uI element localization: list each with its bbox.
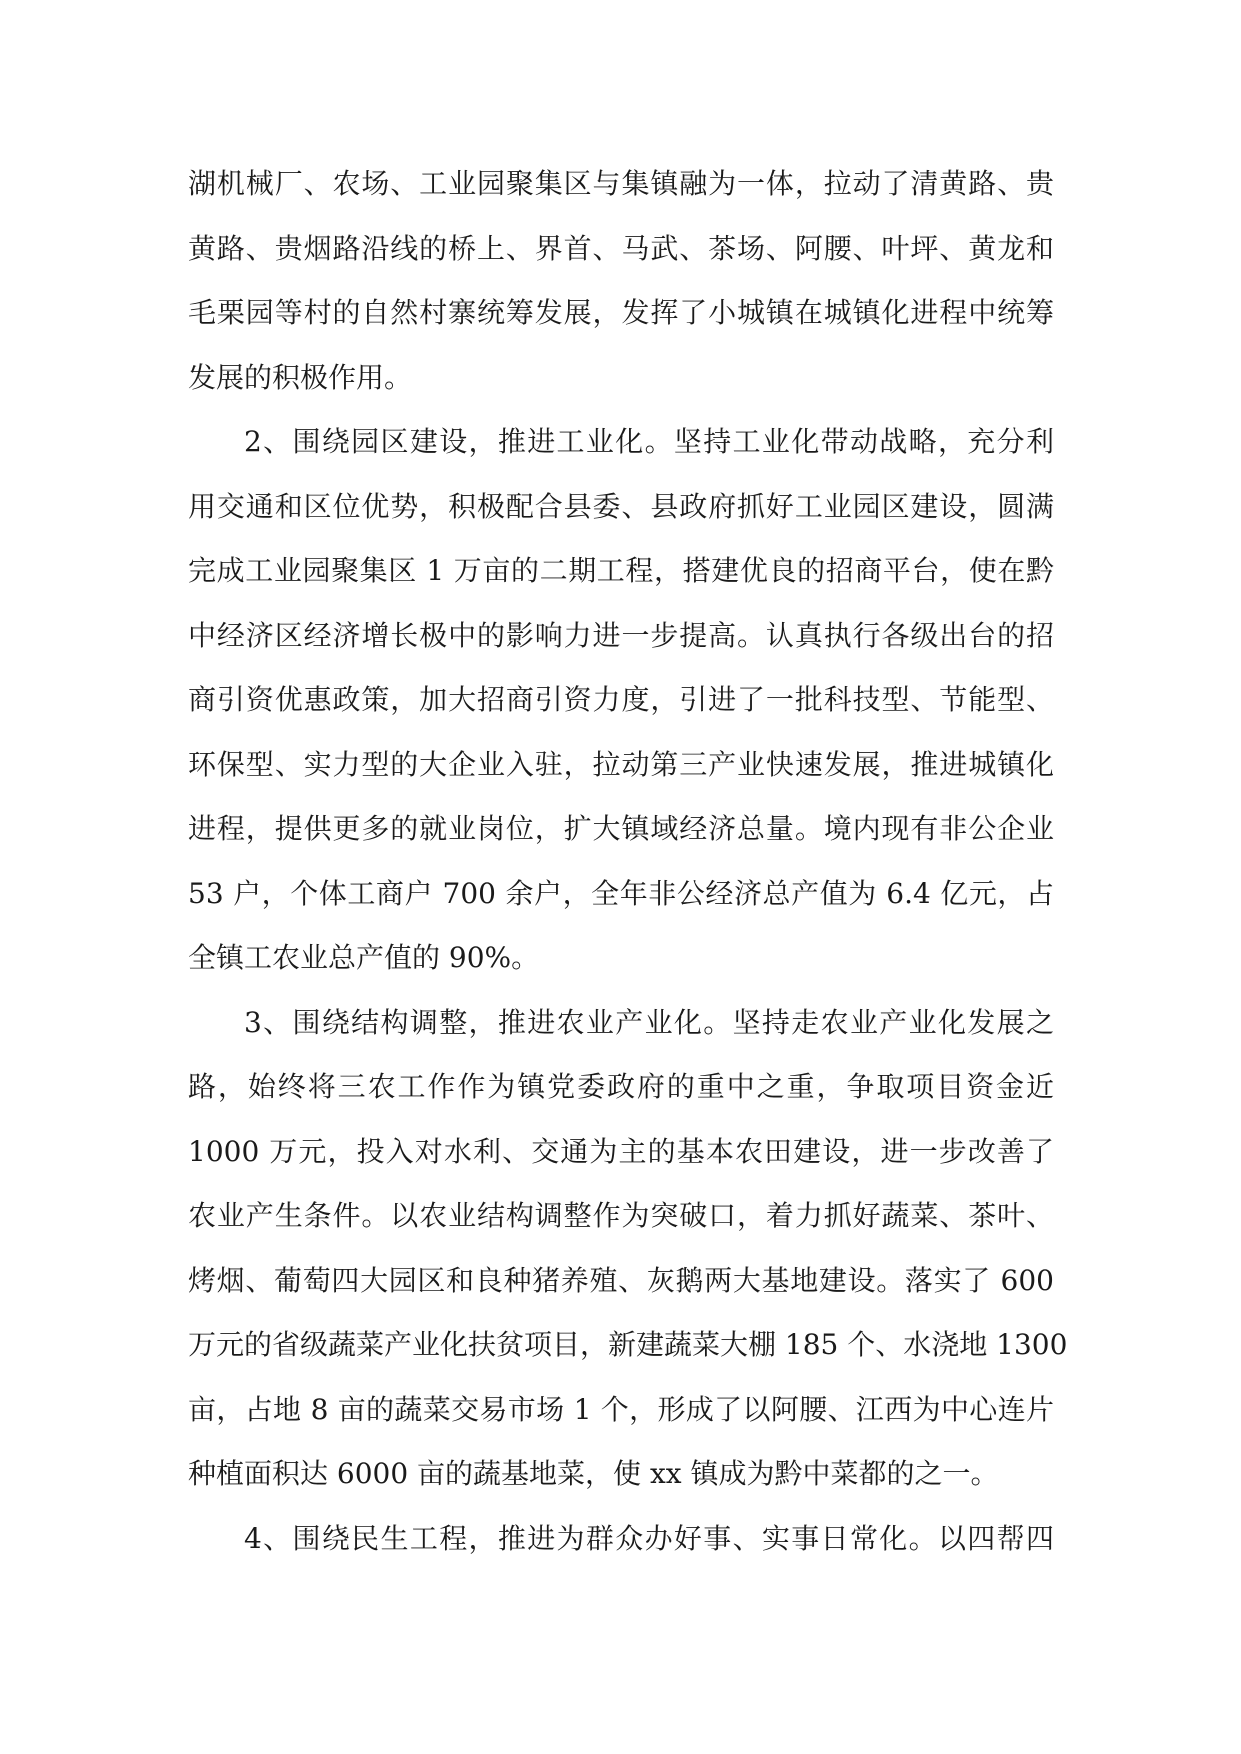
text-line: 用交通和区位优势，积极配合县委、县政府抓好工业园区建设，圆满 — [188, 489, 1054, 523]
text-line: 进程，提供更多的就业岗位，扩大镇域经济总量。境内现有非公企业 — [188, 812, 1054, 845]
paragraph-start-line: 3、围绕结构调整，推进农业产业化。坚持走农业产业化发展之 — [244, 1005, 1054, 1039]
text-line: 53 户，个体工商户 700 余户，全年非公经济总产值为 6.4 亿元，占 — [188, 876, 1054, 910]
text-line: 完成工业园聚集区 1 万亩的二期工程，搭建优良的招商平台，使在黔 — [188, 554, 1054, 587]
text-line: 湖机械厂、农场、工业园聚集区与集镇融为一体，拉动了清黄路、贵 — [188, 167, 1054, 200]
paragraph-start-line: 4、围绕民生工程，推进为群众办好事、实事日常化。以四帮四 — [244, 1521, 1054, 1555]
text-line: 路，始终将三农工作作为镇党委政府的重中之重，争取项目资金近 — [188, 1070, 1054, 1103]
text-line: 黄路、贵烟路沿线的桥上、界首、马武、茶场、阿腰、叶坪、黄龙和 — [188, 231, 1054, 265]
text-line: 烤烟、葡萄四大园区和良种猪养殖、灰鹅两大基地建设。落实了 600 — [188, 1263, 1054, 1297]
text-line: 环保型、实力型的大企业入驻，拉动第三产业快速发展，推进城镇化 — [188, 747, 1054, 781]
text-line: 中经济区经济增长极中的影响力进一步提高。认真执行各级出台的招 — [188, 618, 1054, 652]
text-line: 毛栗园等村的自然村寨统筹发展，发挥了小城镇在城镇化进程中统筹 — [188, 296, 1054, 329]
text-line: 亩，占地 8 亩的蔬菜交易市场 1 个，形成了以阿腰、江西为中心连片 — [188, 1392, 1054, 1426]
text-line: 全镇工农业总产值的 90%。 — [188, 941, 540, 974]
text-line: 商引资优惠政策，加大招商引资力度，引进了一批科技型、节能型、 — [188, 683, 1054, 716]
text-line: 1000 万元，投入对水利、交通为主的基本农田建设，进一步改善了 — [188, 1134, 1054, 1168]
text-line: 发展的积极作用。 — [188, 360, 413, 394]
text-line: 万元的省级蔬菜产业化扶贫项目，新建蔬菜大棚 185 个、水浇地 1300 — [188, 1328, 1068, 1361]
text-line: 种植面积达 6000 亩的蔬基地菜，使 xx 镇成为黔中菜都的之一。 — [188, 1457, 999, 1490]
text-line: 农业产生条件。以农业结构调整作为突破口，着力抓好蔬菜、茶叶、 — [188, 1199, 1054, 1232]
paragraph-start-line: 2、围绕园区建设，推进工业化。坚持工业化带动战略，充分利 — [244, 425, 1054, 458]
document-body — [188, 152, 1068, 1571]
